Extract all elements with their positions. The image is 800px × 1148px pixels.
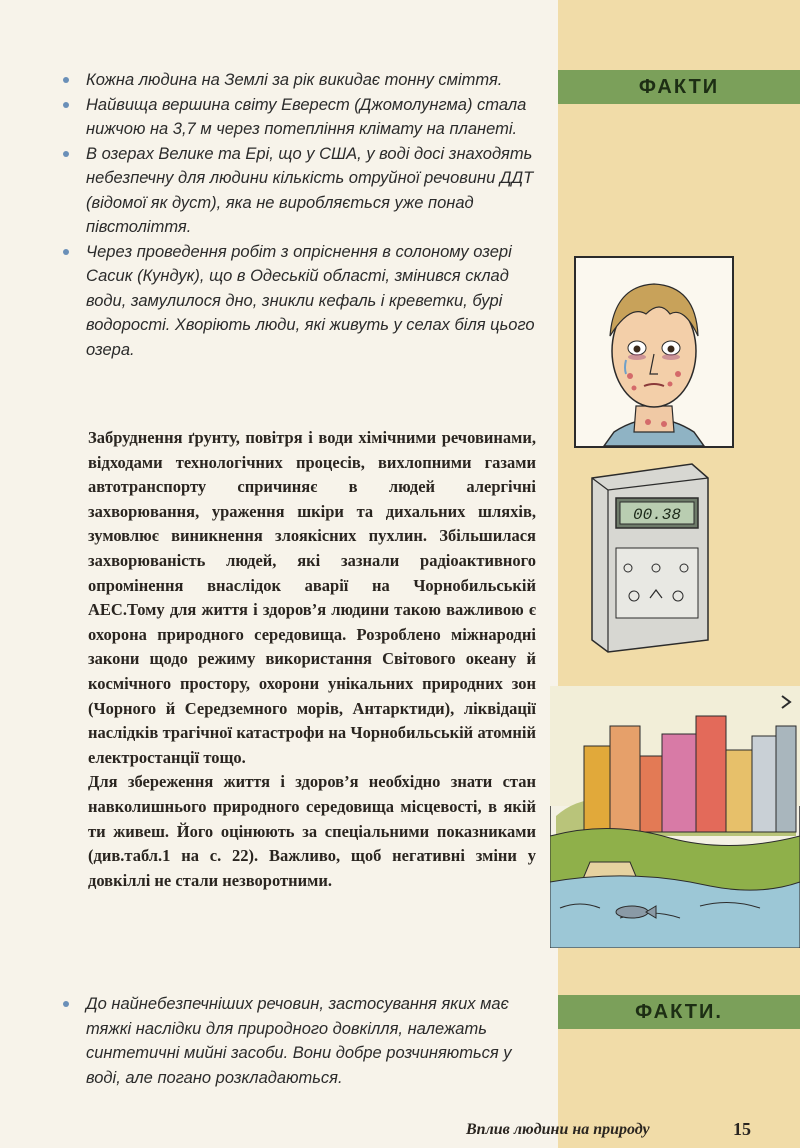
fact-item: В озерах Велике та Ері, що у США, у воді досі знаходять небезпечну для людини кількість отруйної речовини ДДТ (відомої як дуст), яка не виробляється уже понад півстоліття. [58,142,536,240]
facts-list-top [58,68,536,362]
facts-heading-top [558,70,800,104]
facts-heading-top-label: ФАКТИ [638,75,720,98]
fact-item: Через проведення робіт з опріснення в солоному озері Сасик (Кундук), що в Одеській області, змінився склад води, замулилося дно, зникли кефаль і креветки, бурі водорості. Хворіють люди, які живуть у селах біля цього озера. [58,240,536,363]
page-number: 15 [733,1119,751,1139]
footer-title: Вплив людини на природу [466,1121,650,1138]
fact-item: Кожна людина на Землі за рік викидає тонну сміття. [58,68,536,93]
fact-item: Найвища вершина світу Еверест (Джомолунгма) стала нижчою на 3,7 м через потепління клімату на планеті. [58,93,536,142]
dosimeter-illustration [584,458,714,654]
meter-display: 00.38 [632,506,682,524]
facts-list-bottom [58,992,536,1090]
facts-heading-bottom [558,995,800,1029]
city-pollution-illustration [550,686,800,948]
body-paragraph: Для збереження життя і здоров’я необхідно знати стан навколишнього природного середовища місцевості, в якій ти живеш. Його оцінюють за спеціальними показниками (див.табл.1 на с. 22). Важливо, щоб негативні зміни у довкіллі не стали незворотними. [88,772,536,890]
boy-illustration [574,256,734,448]
facts-heading-bottom-label: ФАКТИ. [635,1000,723,1023]
body-paragraph: Забруднення ґрунту, повітря і води хімічними речовинами, відходами технологічних процесів, вихлопними газами автотранспорту спричиняє в людей алергічні захворювання, ураження шкіри та дихальних шляхів, зумовлює виникнення злоякісних пухлин. Збільшилася захворюваність людей, які зазнали радіоактивного опромінення внаслідок аварії на Чорнобильській АЕС.Тому для життя і здоров’я людини такою важливою є охорона природного середовища. Розроблено міжнародні закони щодо режиму використання Світового океану й космічного простору, охорони унікальних природних зон (Чорного й Середземного морів, Антарктиди), ліквідації наслідків трагічної катастрофи на Чорнобильській атомній електростанції тощо. [88,428,536,767]
main-body-text [88,426,536,893]
fact-item: До найнебезпечніших речовин, застосування яких має тяжкі наслідки для природного довкілля, належать синтетичні мийні засоби. Вони добре розчиняються у воді, але погано розкладаються. [58,992,536,1090]
